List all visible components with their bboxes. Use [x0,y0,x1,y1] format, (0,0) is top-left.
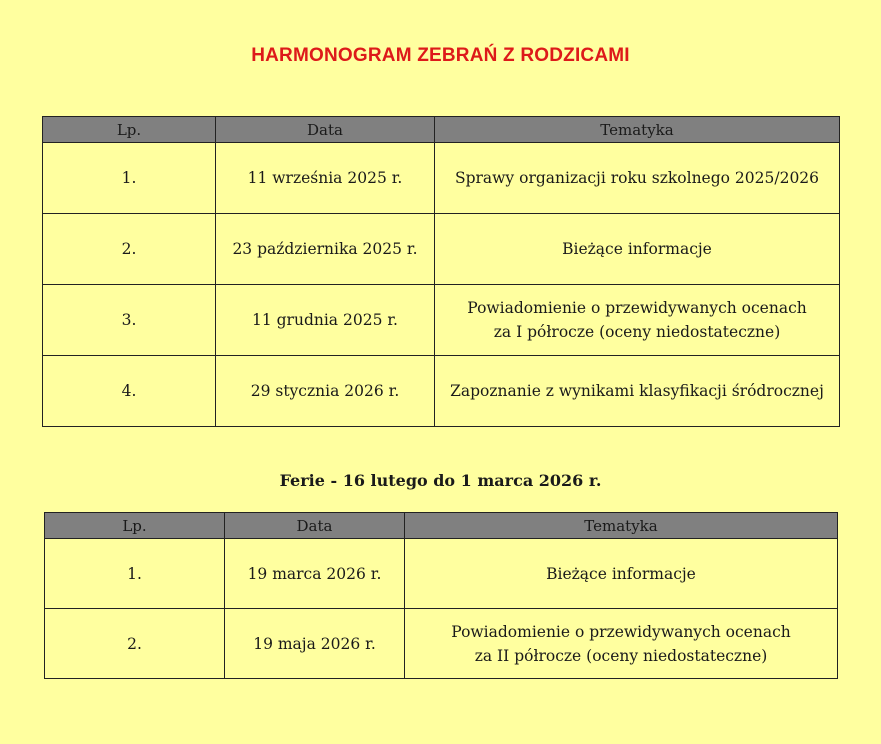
cell-tematyka: Bieżące informacje [435,214,840,285]
cell-data: 19 maja 2026 r. [225,609,405,679]
schedule-table-first-semester [42,116,840,427]
cell-lp: 1. [45,539,225,609]
table-row [43,143,840,214]
cell-lp: 2. [45,609,225,679]
header-data: Data [225,513,405,539]
cell-data: 29 stycznia 2026 r. [216,356,435,427]
schedule-table-second-semester [44,512,838,679]
table-row [45,539,838,609]
cell-tematyka: Sprawy organizacji roku szkolnego 2025/2026 [435,143,840,214]
cell-tematyka: Powiadomienie o przewidywanych ocenach za II półrocze (oceny niedostateczne) [405,609,838,679]
header-data: Data [216,117,435,143]
table-row [43,214,840,285]
table-row [45,609,838,679]
header-tematyka: Tematyka [405,513,838,539]
cell-data: 11 grudnia 2025 r. [216,285,435,356]
header-lp: Lp. [45,513,225,539]
page-title: HARMONOGRAM ZEBRAŃ Z RODZICAMI [251,45,630,66]
cell-data: 19 marca 2026 r. [225,539,405,609]
cell-data: 11 września 2025 r. [216,143,435,214]
ferie-notice: Ferie - 16 lutego do 1 marca 2026 r. [279,471,602,490]
cell-lp: 2. [43,214,216,285]
cell-lp: 3. [43,285,216,356]
table-row [43,356,840,427]
table-row [43,285,840,356]
header-tematyka: Tematyka [435,117,840,143]
cell-tematyka: Zapoznanie z wynikami klasyfikacji śródrocznej [435,356,840,427]
cell-tematyka: Powiadomienie o przewidywanych ocenach za I półrocze (oceny niedostateczne) [435,285,840,356]
cell-lp: 1. [43,143,216,214]
cell-lp: 4. [43,356,216,427]
cell-tematyka: Bieżące informacje [405,539,838,609]
table-header-row [43,117,840,143]
cell-data: 23 października 2025 r. [216,214,435,285]
table-header-row [45,513,838,539]
header-lp: Lp. [43,117,216,143]
